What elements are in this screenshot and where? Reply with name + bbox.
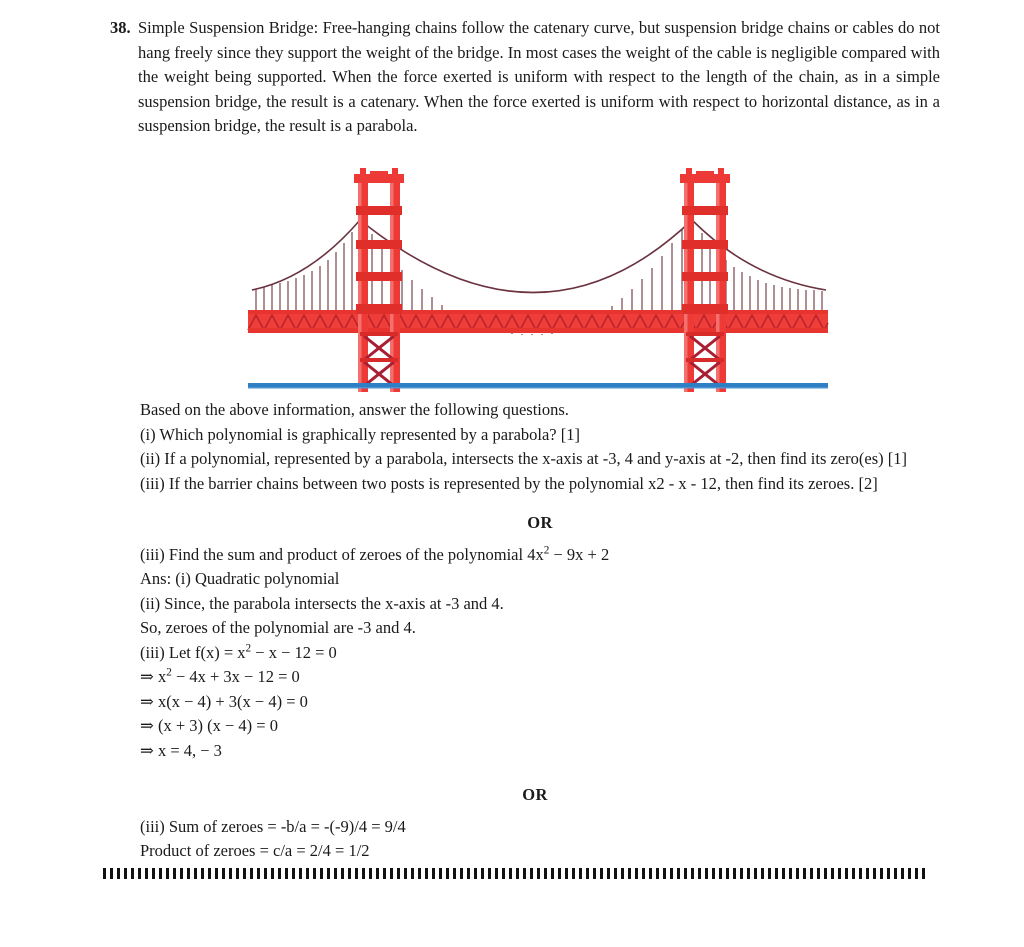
or-divider-2: OR	[522, 785, 548, 804]
answer-iii-line2-prefix: ⇒ x	[140, 667, 167, 686]
bridge-deck	[248, 310, 828, 333]
answer-ii-a: (ii) Since, the parabola intersects the x-axis at -3 and 4.	[140, 593, 504, 613]
alt-question-exponent: 2	[543, 544, 550, 556]
prompt-text: Based on the above information, answer the following questions.	[140, 400, 569, 419]
answer-iii-line2-suffix: − 4x + 3x − 12 = 0	[171, 667, 300, 686]
bridge-figure	[240, 160, 840, 392]
water-line	[248, 383, 828, 389]
questions-and-answers	[140, 398, 940, 864]
answer-iii-line1-prefix: (iii) Let f(x) = x	[140, 642, 246, 662]
answer-iii-line2	[140, 665, 940, 690]
alt-question-iii	[140, 543, 940, 568]
answer-iii-line1	[140, 641, 940, 666]
answer-iii-line4: ⇒ (x + 3) (x − 4) = 0	[140, 716, 278, 735]
spacer	[140, 496, 940, 504]
alt-question-suffix: − 9x + 2	[549, 544, 610, 564]
alt-question-prefix: (iii) Find the sum and product of zeroes of the polynomial 4x	[140, 544, 544, 564]
alt-answer-sum: (iii) Sum of zeroes = -b/a = -(-9)/4 = 9/4	[140, 816, 406, 836]
answer-iii-line3: ⇒ x(x − 4) + 3(x − 4) = 0	[140, 691, 308, 711]
spacer	[140, 763, 940, 776]
main-cables	[252, 220, 826, 293]
answer-iii-line1-exponent: 2	[245, 642, 252, 654]
footer-dotted-divider	[103, 868, 929, 879]
bridge-tower-right	[666, 168, 744, 392]
question-number: 38.	[110, 18, 131, 37]
question-38-block	[110, 16, 940, 139]
or-divider-1: OR	[527, 513, 553, 532]
answer-ii-b: So, zeroes of the polynomial are -3 and 4.	[140, 618, 416, 637]
alt-answer-product: Product of zeroes = c/a = 2/4 = 1/2	[140, 841, 370, 860]
answer-iii-line5: ⇒ x = 4, − 3	[140, 740, 222, 760]
answer-iii-line2-exponent: 2	[166, 666, 172, 679]
question-paragraph: Simple Suspension Bridge: Free-hanging chains follow the catenary curve, but suspension bridge chains or cables do not hang freely since they support the weight of the bridge. In most cases the weight of the cable is negligible compared with the weight being supported. When the force exerted is uniform with respect to the length of the chain, as in a simple suspension bridge, the result is a catenary. When the force exerted is uniform with respect to horizontal distance, as in a suspension bridge, the result is a parabola.	[138, 18, 940, 136]
answer-i: Ans: (i) Quadratic polynomial	[140, 569, 340, 588]
question-iii: (iii) If the barrier chains between two posts is represented by the polynomial x2 - x - 12, then find its zeroes. [2]	[140, 473, 878, 493]
question-i: (i) Which polynomial is graphically represented by a parabola? [1]	[140, 424, 580, 444]
question-ii: (ii) If a polynomial, represented by a parabola, intersects the x-axis at -3, 4 and y-axis at -2, then find its zero(es) [1]	[140, 449, 907, 468]
answer-iii-line1-suffix: − x − 12 = 0	[251, 642, 337, 662]
